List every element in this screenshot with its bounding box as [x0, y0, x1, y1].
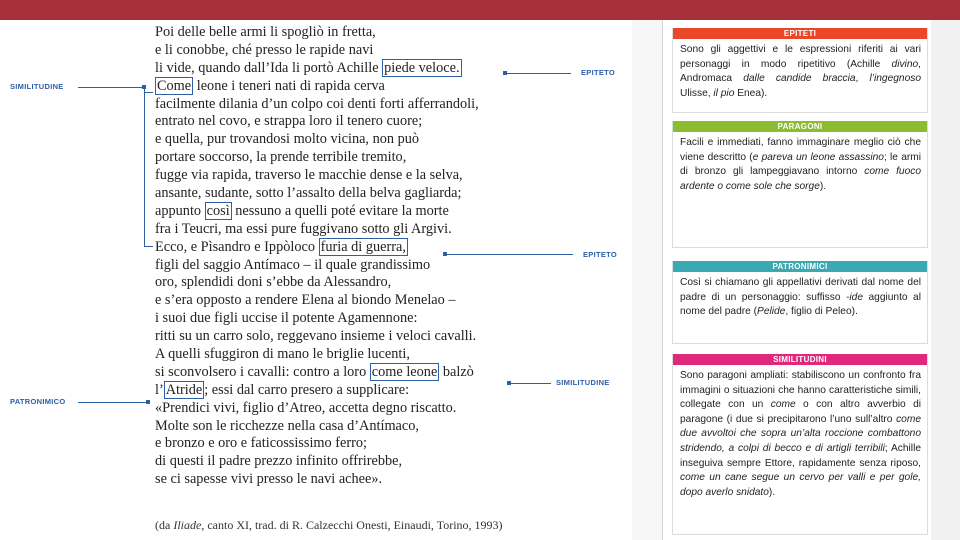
right-margin — [931, 20, 960, 540]
poem-text-segment: figli del saggio Antímaco – il quale grandissimo — [155, 256, 431, 273]
poem-line — [155, 42, 625, 60]
poem-line — [155, 400, 625, 418]
poem-line — [155, 24, 625, 42]
poem-text-segment: appunto — [155, 202, 205, 219]
poem-text-segment: oro, splendidi doni s’ebbe da Alessandro, — [155, 274, 392, 291]
poem-line — [155, 328, 625, 346]
poem-text-segment: di questi il padre prezzo infinito offrirebbe, — [155, 453, 403, 470]
poem-text-segment: l’ — [155, 381, 164, 398]
poem-line — [155, 471, 625, 489]
similitudine-right-connector — [509, 383, 551, 384]
poem-line — [155, 221, 625, 239]
patronimico-connector — [78, 402, 148, 403]
card-epiteti-title: EPITETI — [673, 28, 927, 39]
poem-text-segment: e quella, pur trovandosi molto vicina, non può — [155, 131, 420, 148]
highlighted-term: Come — [157, 77, 192, 94]
similitudine-dot — [142, 85, 146, 89]
poem-line — [155, 185, 625, 203]
patronimico-label-left: PATRONIMICO — [10, 397, 66, 406]
card-patronimici-body: Così si chiamano gli appellativi derivati dal nome del padre di un personaggio: suffisso -ide aggiunto al nome del padre (Pelide, figlio di Peleo). — [680, 277, 921, 318]
highlighted-term: furia di guerra, — [320, 238, 406, 255]
similitudine-label-right: SIMILITUDINE — [556, 378, 610, 387]
poem-line — [155, 60, 625, 78]
poem-line — [155, 131, 625, 149]
poem-text-segment: e bronzo e oro e faticossissimo ferro; — [155, 435, 368, 452]
epiteto-1-connector — [505, 73, 571, 74]
poem-line — [155, 435, 625, 453]
page-divider — [662, 20, 663, 540]
poem-text — [155, 24, 625, 489]
similitudine-connector — [78, 87, 144, 88]
poem-text-segment: i suoi due figli uccise il potente Agamennone: — [155, 310, 418, 327]
poem-text-segment: fugge via rapida, traverso le macchie dense e la selva, — [155, 167, 463, 184]
poem-text-segment: balzò — [439, 363, 474, 380]
poem-line — [155, 382, 625, 400]
poem-text-segment: «Prendici vivi, figlio d’Atreo, accetta degno riscatto. — [155, 399, 457, 416]
card-paragoni — [672, 121, 928, 248]
poem-text-segment: A quelli sfuggiron di mano le briglie lucenti, — [155, 346, 410, 363]
poem-line — [155, 364, 625, 382]
poem-text-segment: li vide, quando dall’Ida li portò Achille — [155, 59, 383, 76]
similitudine-bracket — [144, 87, 145, 247]
poem-line — [155, 149, 625, 167]
patronimico-dot — [146, 400, 150, 404]
poem-text-segment: e li conobbe, ché presso le rapide navi — [155, 41, 374, 58]
poem-line — [155, 346, 625, 364]
highlighted-term: piede veloce. — [384, 59, 460, 76]
epiteto-label-1: EPITETO — [581, 68, 616, 77]
similitudine-label-left: SIMILITUDINE — [10, 82, 64, 91]
card-similitudini-title: SIMILITUDINI — [673, 354, 927, 365]
card-epiteti — [672, 28, 928, 113]
highlighted-term: Atride — [165, 381, 203, 398]
poem-text-segment: ansante, sudante, sotto l’assalto della belva gagliarda; — [155, 185, 462, 202]
poem-line — [155, 78, 625, 96]
poem-line — [155, 453, 625, 471]
epiteto-label-2: EPITETO — [583, 250, 618, 259]
poem-source: (da Iliade, canto XI, trad. di R. Calzecchi Onesti, Einaudi, Torino, 1993) — [155, 518, 503, 532]
similitudine-bracket-top — [144, 92, 153, 93]
poem-text-segment: portare soccorso, la prende terribile tremito, — [155, 149, 407, 166]
poem-text-segment: ; essi dal carro presero a supplicare: — [204, 381, 410, 398]
highlighted-term: come leone — [371, 363, 438, 380]
poem-text-segment: nessuno a quelli poté evitare la morte — [231, 202, 449, 219]
poem-text-segment: leone i teneri nati di rapida cerva — [193, 77, 385, 94]
poem-text-segment: Molte son le ricchezze nella casa d’Antímaco, — [155, 417, 419, 434]
poem-text-segment: fra i Teucri, ma essi pure fuggivano sotto gli Argivi. — [155, 220, 452, 237]
poem-line — [155, 310, 625, 328]
card-patronimici — [672, 261, 928, 344]
poem-text-segment: si sconvolsero i cavalli: contro a loro — [155, 363, 370, 380]
highlighted-term: così — [206, 202, 230, 219]
poem-line — [155, 113, 625, 131]
poem-line — [155, 257, 625, 275]
poem-text-segment: e s’era opposto a rendere Elena al biondo Menelao – — [155, 292, 456, 309]
card-epiteti-body: Sono gli aggettivi e le espressioni riferiti ai vari personaggi in modo ripetitivo (Achille divino, Andromaca dalle candide braccia, l’ingegnoso Ulisse, il pio Enea). — [680, 44, 921, 99]
poem-line — [155, 274, 625, 292]
page-gap — [632, 20, 662, 540]
card-similitudini — [672, 354, 928, 535]
card-patronimici-title: PATRONIMICI — [673, 261, 927, 272]
poem-text-segment: facilmente dilania d’un colpo coi denti forti afferrandoli, — [155, 95, 479, 112]
top-bar — [0, 0, 960, 20]
poem-line — [155, 203, 625, 221]
epiteto-2-connector — [445, 254, 573, 255]
similitudine-bracket-bottom — [144, 246, 153, 247]
card-similitudini-body: Sono paragoni ampliati: stabiliscono un confronto fra immagini o situazioni che hanno caratteristiche simili, collegate con un come o con altro avverbio di paragone (i due si precipitarono l’uno sull’altro come due avvoltoi che sopra un’alta roccione combattono stridendo, a colpi di becco e di artigli terribili; Achille inseguiva sempre Ettore, rapidamente senza riposo, come un cane segue un cervo per valli e per gole, dopo averlo snidato). — [680, 370, 921, 498]
poem-line — [155, 96, 625, 114]
poem-text-segment: Poi delle belle armi li spogliò in fretta, — [155, 24, 376, 40]
card-paragoni-title: PARAGONI — [673, 121, 927, 132]
poem-line — [155, 167, 625, 185]
poem-text-segment: Ecco, e Pìsandro e Ippòloco — [155, 238, 319, 255]
card-paragoni-body: Facili e immediati, fanno immaginare meglio ciò che viene descritto (e pareva un leone assassino; le armi di bronzo gli lampeggiavano intorno come fuoco ardente o come sole che sorge). — [680, 137, 921, 192]
poem-line — [155, 292, 625, 310]
poem-text-segment: se ci sapesse vivi presso le navi achee». — [155, 471, 383, 488]
poem-line — [155, 418, 625, 436]
poem-text-segment: ritti su un carro solo, reggevano insieme i veloci cavalli. — [155, 328, 477, 345]
poem-text-segment: entrato nel covo, e strappa loro il tenero cuore; — [155, 113, 423, 130]
